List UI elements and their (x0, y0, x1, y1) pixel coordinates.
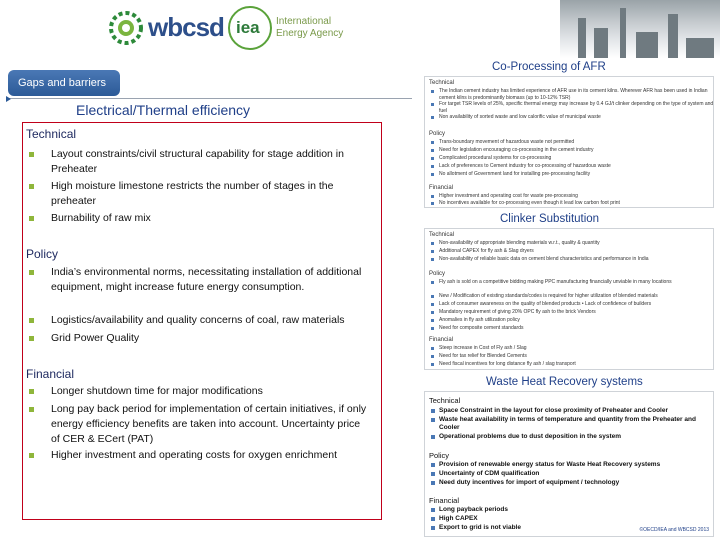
left-policy-item-2: Logistics/availability and quality concerns of coal, raw materials (51, 314, 345, 326)
afr-financial-item-1: Higher investment and operating cost for waste pre-processing (439, 193, 578, 199)
iea-mark: iea (236, 18, 260, 37)
afr-policy-item-2: Need for legislation encouraging co-processing in the cement industry (439, 147, 594, 153)
bullet-icon (431, 258, 434, 261)
bullet-icon (431, 526, 435, 530)
whr-policy-heading: Policy (429, 451, 450, 460)
gaps-and-barriers-badge (8, 70, 120, 96)
clinker-financial-heading: Financial (429, 337, 454, 343)
bullet-icon (431, 409, 435, 413)
wbcsd-logo (108, 8, 224, 48)
bullet-icon (29, 318, 34, 323)
whr-technical-heading: Technical (429, 396, 461, 405)
bullet-icon (431, 141, 434, 144)
bullet-icon (29, 184, 34, 189)
clinker-policy-item-4: Mandatory requirement of giving 20% OPC fly ash to the brick Vendors (439, 309, 596, 315)
clinker-policy-item-1: Fly ash is sold on a competitive bidding making PPC manufacturing financially unviable in many locations (439, 279, 672, 285)
bullet-icon (431, 157, 434, 160)
clinker-policy-item-2: New / Modification of existing standards/codes is required for higher utilization of blended materials (439, 293, 658, 299)
clinker-policy-item-5: Anomalies in fly ash utilization policy (439, 317, 520, 323)
afr-financial-item-2: No incentives available for co-processing even though it lead low carbon foot print (439, 200, 620, 206)
whr-technical-item-2: Waste heat availability in terms of temperature and quantity from the Preheater and Cooler (439, 416, 696, 431)
bullet-icon (431, 90, 434, 93)
whr-financial-item-2: High CAPEX (439, 515, 478, 522)
clinker-technical-item-3: Non-availability of reliable basic data on cement blend characteristics and performance in India (439, 256, 649, 262)
whr-technical-item-1: Space Constraint in the layout for close proximity of Preheater and Cooler (439, 407, 668, 414)
clinker-technical-heading: Technical (429, 232, 455, 238)
electrical-thermal-title: Electrical/Thermal efficiency (76, 102, 251, 118)
afr-policy-heading: Policy (429, 131, 446, 137)
afr-technical-heading: Technical (429, 80, 455, 86)
left-technical-item-2: High moisture limestone restricts the number of stages in the preheater (51, 180, 334, 207)
copyright-footer: ©OECD/IEA and WBCSD 2013 (639, 527, 709, 533)
whr-financial-item-1: Long payback periods (439, 506, 508, 513)
bullet-icon (431, 319, 434, 322)
bullet-icon (431, 435, 435, 439)
afr-policy-item-3: Complicated procedural systems for co-processing (439, 155, 552, 161)
bullet-icon (431, 173, 434, 176)
bullet-icon (431, 463, 435, 467)
clinker-policy-item-3: Lack of consumer awareness on the quality of blended products • Lack of confidence of builders (439, 301, 652, 307)
left-technical-heading: Technical (26, 127, 77, 141)
bullet-icon (431, 508, 435, 512)
afr-policy-item-4: Lack of preferences to Cement industry for co-processing of hazardous waste (439, 163, 611, 169)
bullet-icon (431, 303, 434, 306)
iea-logo (228, 6, 388, 52)
whr-policy-item-1: Provision of renewable energy status for Waste Heat Recovery systems (439, 461, 661, 468)
bullet-icon (29, 453, 34, 458)
divider-line (8, 98, 412, 99)
whr-financial-item-3: Export to grid is not viable (439, 524, 521, 531)
iea-name-line2: Energy Agency (276, 28, 344, 39)
afr-panel (424, 76, 714, 208)
bullet-icon (431, 149, 434, 152)
bullet-icon (431, 281, 434, 284)
left-technical-item-1: Layout constraints/civil structural capability for stage addition in Preheater (51, 148, 344, 175)
wbcsd-wordmark: wbcsd (148, 12, 224, 42)
bullet-icon (29, 407, 34, 412)
clinker-financial-item-2: Need for tax relief for Blended Cements (439, 353, 527, 359)
wbcsd-globe-icon (108, 10, 144, 46)
bullet-icon (431, 295, 434, 298)
bullet-icon (431, 418, 435, 422)
bullet-icon (29, 152, 34, 157)
bullet-icon (431, 347, 434, 350)
clinker-technical-item-2: Additional CAPEX for fly ash & Slag dryers (439, 248, 534, 254)
clinker-policy-heading: Policy (429, 271, 446, 277)
bullet-icon (29, 270, 34, 275)
bullet-icon (29, 389, 34, 394)
clinker-policy-item-6: Need for composite cement standards (439, 325, 524, 331)
left-financial-item-1: Longer shutdown time for major modifications (51, 385, 263, 397)
afr-title: Co-Processing of AFR (492, 61, 606, 73)
afr-financial-heading: Financial (429, 185, 454, 191)
iea-name-line1: International (276, 16, 332, 27)
left-financial-item-3: Higher investment and operating costs for oxygen enrichment (51, 449, 337, 461)
left-financial-item-2: Long pay back period for implementation of certain initiatives, if only energy efficiency benefits are taken into account. Uncertainty price of CER & ECert (PAT) (51, 403, 367, 445)
bullet-icon (431, 250, 434, 253)
whr-policy-item-2: Uncertainty of CDM qualification (439, 470, 540, 477)
left-policy-item-1: India’s environmental norms, necessitating installation of additional equipment, might increase future energy consumption. (51, 266, 362, 293)
left-financial-heading: Financial (26, 367, 75, 381)
whr-policy-item-3: Need duty incentives for import of equipment / technology (439, 479, 620, 486)
bullet-icon (431, 355, 434, 358)
bullet-icon (431, 327, 434, 330)
left-policy-item-3: Grid Power Quality (51, 332, 140, 344)
bullet-icon (431, 481, 435, 485)
gaps-and-barriers-label: Gaps and barriers (18, 77, 107, 89)
afr-policy-item-5: No allotment of Government land for installing pre-processing facility (439, 171, 591, 177)
pointer-arrow-icon (6, 96, 11, 102)
afr-technical-item-2: For target TSR levels of 25%, specific thermal energy may increase by 0.4 GJ/t clinker depending on the type of system and fuel (439, 101, 714, 114)
bullet-icon (431, 103, 434, 106)
electrical-thermal-panel (22, 122, 382, 520)
bullet-icon (431, 242, 434, 245)
header-cement-plant-image (560, 0, 720, 58)
bullet-icon (29, 216, 34, 221)
whr-technical-item-3: Operational problems due to dust deposition in the system (439, 433, 622, 440)
clinker-financial-item-3: Need fiscal incentives for long distance fly ash / slag transport (439, 361, 576, 367)
afr-policy-item-1: Trans-boundary movement of hazardous waste not permitted (439, 139, 575, 145)
whr-title: Waste Heat Recovery systems (486, 376, 643, 388)
left-technical-item-3: Burnability of raw mix (51, 212, 151, 224)
afr-technical-item-1: The Indian cement industry has limited experience of AFR use in its cement kilns. Wherever AFR has been used in Indian cement kilns is predominantly biomass (up to 10-12% TSR) (439, 88, 708, 101)
clinker-title: Clinker Substitution (500, 213, 600, 225)
bullet-icon (431, 311, 434, 314)
afr-technical-item-3: Non availability of sorted waste and low calorific value of municipal waste (439, 114, 601, 120)
bullet-icon (431, 517, 435, 521)
bullet-icon (431, 116, 434, 119)
bullet-icon (29, 336, 34, 341)
bullet-icon (431, 202, 434, 205)
whr-panel (424, 391, 714, 537)
bullet-icon (431, 195, 434, 198)
bullet-icon (431, 165, 434, 168)
bullet-icon (431, 472, 435, 476)
clinker-technical-item-1: Non-availability of appropriate blending materials w.r.t., quality & quantity (439, 240, 600, 246)
bullet-icon (431, 363, 434, 366)
clinker-financial-item-1: Steep increase in Cost of Fly ash / Slag (439, 345, 527, 351)
whr-financial-heading: Financial (429, 496, 460, 505)
left-policy-heading: Policy (26, 247, 59, 261)
clinker-panel (424, 228, 714, 370)
